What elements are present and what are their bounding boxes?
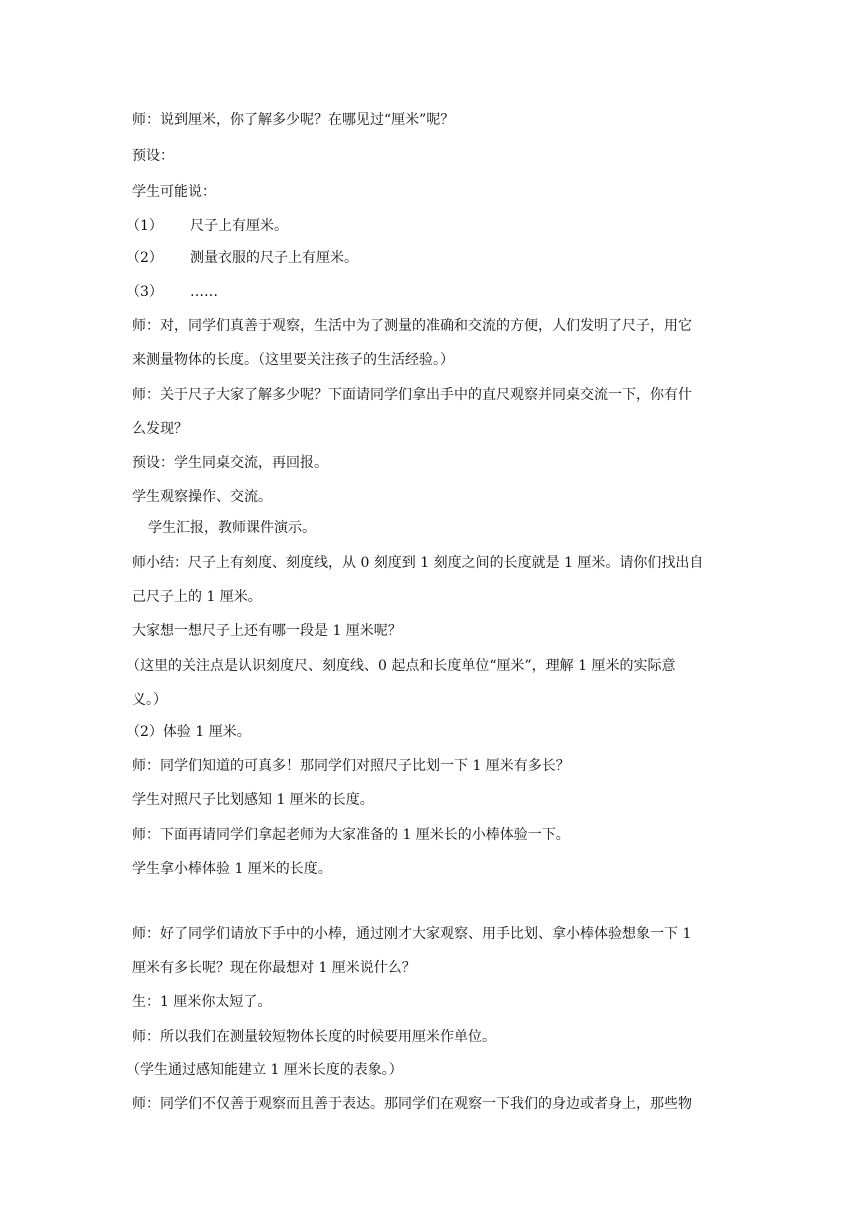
paragraph: 师：同学们不仅善于观察而且善于表达。那同学们在观察一下我们的身边或者身上，那些物 (132, 1096, 692, 1112)
list-number: （2） (126, 250, 163, 266)
paragraph: 预设： (132, 148, 174, 164)
paragraph: 师：说到厘米，你了解多少呢？在哪见过“厘米”呢？ (132, 112, 455, 128)
paragraph: 学生可能说： (132, 184, 216, 200)
paragraph: 大家想一想尺子上还有哪一段是 1 厘米呢？ (132, 623, 402, 639)
paragraph: 学生汇报，教师课件演示。 (148, 520, 316, 536)
list-item (126, 248, 726, 268)
paragraph: 师小结：尺子上有刻度、刻度线，从 0 刻度到 1 刻度之间的长度就是 1 厘米。请你们找出自 (132, 555, 704, 571)
paragraph: 厘米有多长呢？现在你最想对 1 厘米说什么？ (132, 960, 416, 976)
list-item-text: 尺子上有厘米。 (190, 218, 288, 234)
paragraph: 学生对照尺子比划感知 1 厘米的长度。 (132, 792, 374, 808)
paragraph: 己尺子上的 1 厘米。 (132, 589, 262, 605)
paragraph: 师：同学们知道的可真多！那同学们对照尺子比划一下 1 厘米有多长？ (132, 758, 570, 774)
list-number: （3） (126, 284, 163, 300)
paragraph: 学生拿小棒体验 1 厘米的长度。 (132, 861, 332, 877)
paragraph: 么发现？ (132, 421, 188, 437)
list-item-text: …… (190, 284, 218, 300)
list-item (126, 216, 726, 236)
list-item-text: 测量衣服的尺子上有厘米。 (190, 250, 358, 266)
paragraph: 师：对，同学们真善于观察，生活中为了测量的准确和交流的方便，人们发明了尺子，用它 (132, 318, 692, 334)
paragraph: 预设：学生同桌交流，再回报。 (132, 455, 328, 471)
paragraph: 来测量物体的长度。（这里要关注孩子的生活经验。） (132, 352, 454, 368)
list-item (126, 282, 726, 302)
paragraph: 学生观察操作、交流。 (132, 489, 272, 505)
paragraph: 师：关于尺子大家了解多少呢？下面请同学们拿出手中的直尺观察并同桌交流一下，你有什 (132, 387, 692, 403)
paragraph: （学生通过感知能建立 1 厘米长度的表象。） (126, 1062, 403, 1078)
paragraph: 师：好了同学们请放下手中的小棒，通过刚才大家观察、用手比划、拿小棒体验想象一下 1 (132, 926, 692, 942)
section-heading: （2）体验 1 厘米。 (126, 724, 251, 740)
paragraph: 义。） (132, 692, 167, 708)
paragraph: （这里的关注点是认识刻度尺、刻度线、0 起点和长度单位“厘米”，理解 1 厘米的实际意 (126, 658, 676, 674)
paragraph: 生：1 厘米你太短了。 (132, 994, 272, 1010)
paragraph: 师：所以我们在测量较短物体长度的时候要用厘米作单位。 (132, 1029, 496, 1045)
paragraph: 师：下面再请同学们拿起老师为大家准备的 1 厘米长的小棒体验一下。 (132, 827, 570, 843)
list-number: （1） (126, 218, 163, 234)
